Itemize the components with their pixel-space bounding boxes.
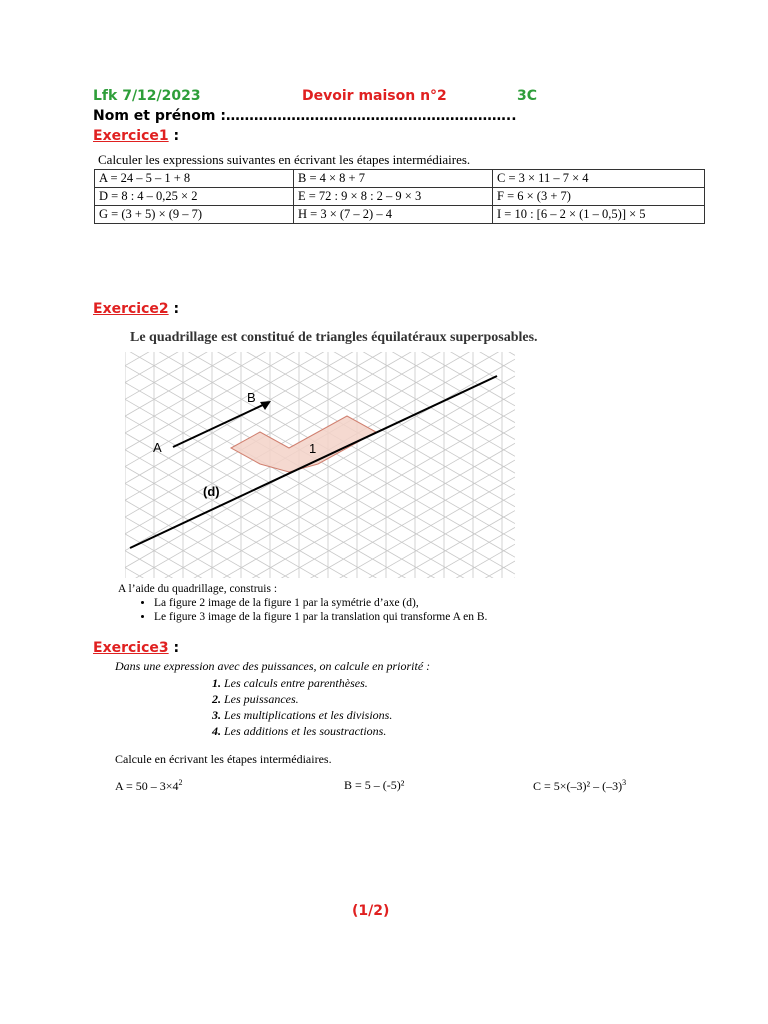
exercice2-caption: Le quadrillage est constitué de triangles équilatéraux superposables. — [130, 330, 538, 345]
exercice3-label: Exercice3 — [93, 640, 169, 656]
exercice3-instruction: Calcule en écrivant les étapes intermédiaires. — [115, 752, 332, 766]
table-cell: A = 24 – 5 – 1 + 8 — [95, 170, 294, 188]
table-row — [95, 206, 705, 224]
page-number: (1/2) — [352, 903, 390, 919]
table-cell: F = 6 × (3 + 7) — [493, 188, 705, 206]
expression-b — [344, 778, 404, 793]
grid-line — [125, 450, 515, 578]
table-row — [95, 170, 705, 188]
expression-a-main: A = 50 – 3×4 — [115, 779, 179, 793]
table-cell: G = (3 + 5) × (9 – 7) — [95, 206, 294, 224]
rule-number: 3. — [212, 708, 221, 722]
triangle-grid-figure — [125, 352, 515, 578]
exercice2-title — [93, 301, 179, 317]
exercice1-instruction: Calculer les expressions suivantes en écrivant les étapes intermédiaires. — [98, 152, 471, 167]
exercice1-suffix: : — [168, 128, 180, 144]
exercice1-title — [93, 128, 179, 144]
line-d — [130, 376, 497, 548]
grid-line — [125, 352, 515, 416]
exercice3-intro: Dans une expression avec des puissances, on calcule en priorité : — [115, 659, 431, 673]
table-cell: H = 3 × (7 – 2) – 4 — [294, 206, 493, 224]
list-item — [212, 708, 392, 723]
table-cell: D = 8 : 4 – 0,25 × 2 — [95, 188, 294, 206]
expression-c — [533, 778, 626, 794]
list-item — [212, 676, 368, 691]
equilateral-grid — [125, 352, 515, 578]
name-field-line: Nom et prénom :…………………………………………………….. — [93, 108, 517, 124]
figure-1-label: 1 — [309, 441, 317, 456]
point-b-label: B — [247, 390, 256, 405]
exercice3-title — [93, 640, 179, 656]
expression-c-exponent: 3 — [622, 778, 627, 787]
list-item: • La figure 2 image de la figure 1 par la symétrie d’axe (d), — [154, 597, 678, 609]
grid-line — [125, 352, 515, 433]
exercice2-instruction-list — [118, 597, 678, 623]
rule-text: Les puissances. — [224, 692, 299, 706]
list-item — [212, 724, 386, 739]
list-item: • Le figure 3 image de la figure 1 par la translation qui transforme A en B. — [154, 611, 678, 623]
expression-a — [115, 778, 183, 794]
rule-number: 2. — [212, 692, 221, 706]
rule-text: Les additions et les soustractions. — [224, 724, 387, 738]
table-cell: E = 72 : 9 × 8 : 2 – 9 × 3 — [294, 188, 493, 206]
rule-number: 1. — [212, 676, 221, 690]
header-class-level: 3C — [517, 88, 538, 104]
point-a-label: A — [153, 440, 162, 455]
expression-a-exponent: 2 — [178, 778, 183, 787]
table-row — [95, 188, 705, 206]
rule-number: 4. — [212, 724, 221, 738]
exercice2-instructions — [118, 583, 678, 625]
table-cell: I = 10 : [6 – 2 × (1 – 0,5)] × 5 — [493, 206, 705, 224]
grid-line — [125, 352, 515, 383]
rule-text: Les multiplications et les divisions. — [224, 708, 393, 722]
grid-line — [125, 483, 515, 578]
table-cell: C = 3 × 11 – 7 × 4 — [493, 170, 705, 188]
exercice1-table — [94, 169, 705, 224]
header-title: Devoir maison n°2 — [302, 88, 447, 104]
exercice2-label: Exercice2 — [93, 301, 169, 317]
grid-line — [125, 527, 515, 578]
list-item — [212, 692, 299, 707]
grid-line — [125, 561, 515, 578]
table-cell: B = 4 × 8 + 7 — [294, 170, 493, 188]
expression-b-main: B = 5 – (-5)² — [344, 778, 405, 792]
exercice1-label: Exercice1 — [93, 128, 169, 144]
expression-c-main: C = 5×(–3)² – (–3) — [533, 779, 623, 793]
exercice2-suffix: : — [168, 301, 180, 317]
grid-line — [125, 460, 515, 578]
grid-line — [125, 517, 515, 578]
line-d-label: (d) — [203, 484, 220, 499]
header-class-date: Lfk 7/12/2023 — [93, 88, 201, 104]
grid-line — [125, 383, 515, 579]
exercice2-instruction-intro: A l’aide du quadrillage, construis : — [118, 583, 278, 595]
rule-text: Les calculs entre parenthèses. — [224, 676, 368, 690]
exercice3-suffix: : — [168, 640, 180, 656]
